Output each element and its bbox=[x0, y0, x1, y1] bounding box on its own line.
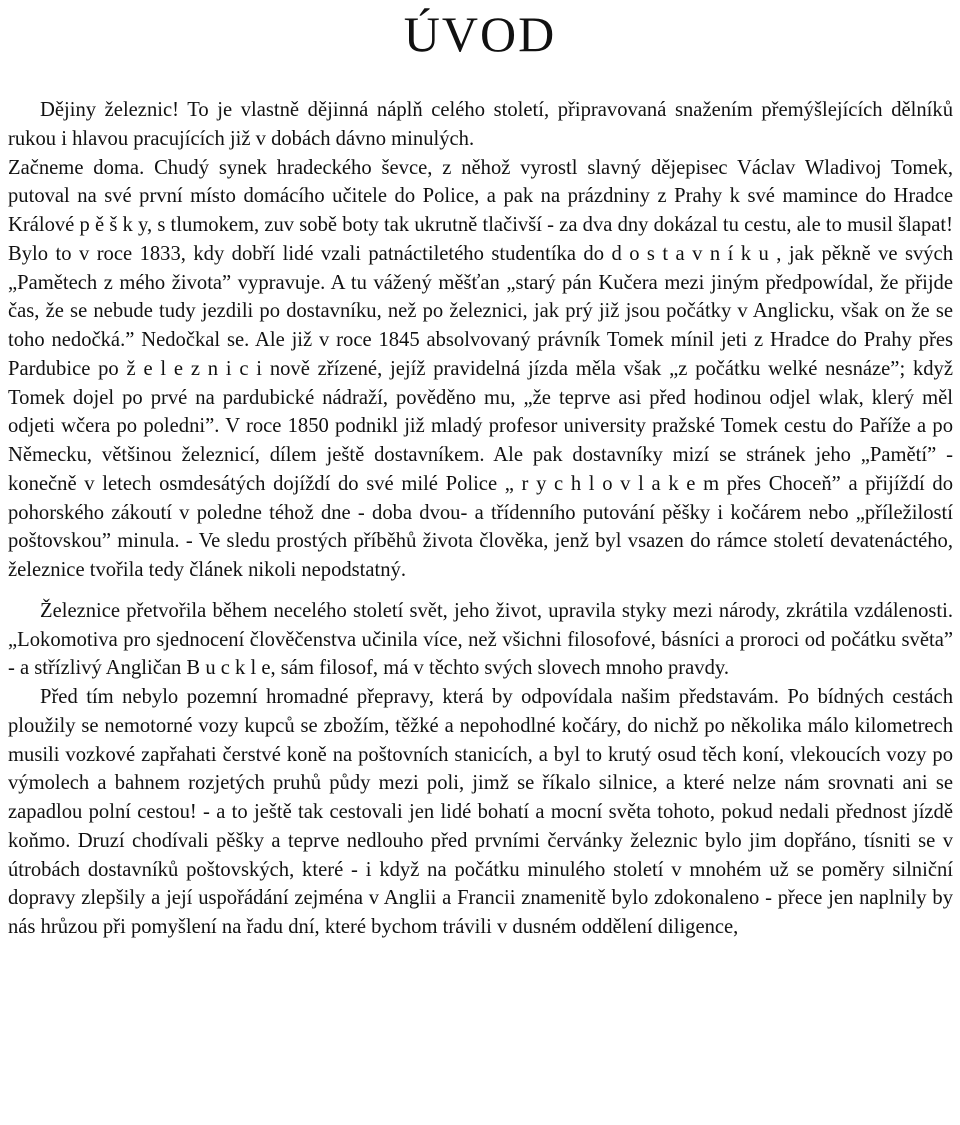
paragraph-4: Před tím nebylo pozemní hromadné přepravy, která by odpovídala našim představám. Po bídných cestách ploužily se nemotorné vozy kupců se zbožím, těžké a nepohodlné kočáry, do nichž po několika málo kilometrech musili vozkové zapřahati čerstvé koně na poštovních stanicích, a byl to krutý osud těch koní, vlekoucích vozy po výmolech a bahnem rozjetých pruhů půdy mezi poli, jimž se říkalo silnice, a které nelze nám srovnati ani se zapadlou polní cestou! - a to ještě tak cestovali jen lidé bohatí a mocní světa tohoto, pokud nedali přednost jízdě koňmo. Druzí chodívali pěšky a teprve nedlouho před prvními červánky železnic bylo jim dopřáno, tísniti se v útrobách dostavníků poštovských, které - i když na počátku minulého století v mnohém už se poměry silniční dopravy zlepšily a její uspořádání zejména v Anglii a Francii znamenitě bylo zdokonaleno - přece jen naplnily by nás hrůzou při pomyšlení na řadu dní, které bychom trávili v dusném oddělení diligence, bbox=[8, 686, 953, 938]
page-title: ÚVOD bbox=[403, 6, 557, 62]
paragraph-1: Dějiny železnic! To je vlastně dějinná náplň celého století, připravovaná snažením přemýšlejících dělníků rukou i hlavou pracujících již v dobách dávno minulých. bbox=[8, 99, 953, 150]
paragraph-3: Železnice přetvořila během neceléhо století svět, jeho život, upravila styky mezi národy, zkrátila vzdálenosti. „Lokomotiva pro sjednocení člověčenstva učinila více, než všichni filosofové, básníci a proroci od počátku světa” - a střízlivý Angličan B u c k l e, sám filosof, má v těchto svých slovech mnoho pravdy. bbox=[8, 599, 953, 680]
document-body bbox=[8, 96, 953, 942]
paragraph-2: Začneme doma. Chudý synek hradeckého ševce, z něhož vyrostl slavný dějepisec Václav Wladivoj Tomek, putoval na své první místo domácího učitele do Police, a pak na prázdniny z Prahy k své mamince do Hradce Králové p ě š k y, s tlumokem, zuv sobě boty tak ukrutně tlačivší - za dva dny dokázal tu cestu, ale to musil šlapat! Bylo to v roce 1833, kdy dobří lidé vzali patnáctiletého studentíka do d o s t a v n í k u , jak pěkně ve svých „Pamětech z mého života” vypravuje. A tu vážený měšťan „starý pán Kučera mezi jiným předpowídal, že přijde čas, že se nebude tudy jezdili po dostavníku, než po železnici, jak prý již jsou počátky v Anglicku, však on že se toho nedočká.” Nedočkal se. Ale již v roce 1845 absolvovaný právník Tomek mínil jeti z Hradce do Prahy přes Pardubice po ž e l e z n i c i nově zřízené, jejíž pravidelná jízda měla však „z počátku welké nesnáze”; když Tomek dojel po prvé na pardubické nádraží, pověděno mu, „že teprve asi před hodinou odjel wlak, klerý měl odjeti wčera po poledni”. V roce 1850 podnikl již mladý profesor university pražské Tomek cestu do Paříže a po Německu, většinou železnicí, dílem ještě dostavníkem. Ale pak dostavníky mizí se stránek jeho „Pamětí” - konečně v letech osmdesátých dojíždí do své milé Police „ r y c h l o v l a k e m přes Choceň” a přijíždí do pohorského zákoutí v poledne téhož dne - doba dvou- a třídenního putování pěšky i kočárem nebo „příležilostí poštovskou” minula. - Ve sledu prostých příběhů života člověka, jenž byl vsazen do rámce století devatenáctého, železnice tvořila tedy článek nikoli nepodstatný. bbox=[8, 156, 953, 581]
